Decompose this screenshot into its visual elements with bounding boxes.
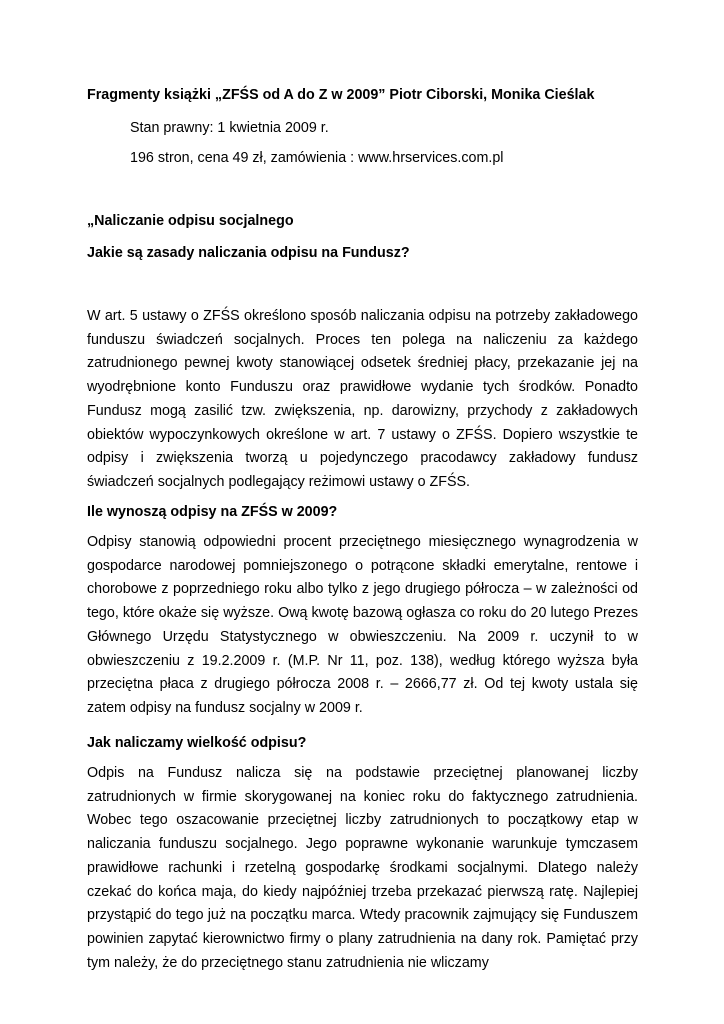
paragraph-zasady-naliczania: W art. 5 ustawy o ZFŚS określono sposób naliczania odpisu na potrzeby zakładowego funduszu świadczeń socjalnych. Proces ten polega na naliczeniu za każdego zatrudnionego pewnej kwoty stanowiącej odsetek średniej płacy, przekazanie jej na wyodrębnione konto Funduszu oraz prawidłowe wydanie tych środków. Ponadto Fundusz mogą zasilić tzw. zwiększenia, np. darowizny, przychody z zakładowych obiektów wypoczynkowych określone w art. 7 ustawy o ZFŚS. Dopiero wszystkie te odpisy i zwiększenia tworzą u pojedynczego pracodawcy zakładowy fundusz świadczeń socjalnych podlegający reżimowi ustawy o ZFŚS. [87,308,638,490]
heading-jak-naliczamy: Jak naliczamy wielkość odpisu? [87,735,307,751]
heading-zasady-naliczania: Jakie są zasady naliczania odpisu na Fundusz? [87,245,410,261]
paragraph-ile-wynosza-odpisy: Odpisy stanowią odpowiedni procent przeciętnego miesięcznego wynagrodzenia w gospodarce narodowej pomniejszonego o potrącone składki emerytalne, rentowe i chorobowe z poprzedniego roku albo tylko z jego drugiego półrocza – w zależności od tego, które okaże się wyższe. Ową kwotę bazową ogłasza co roku do 20 lutego Prezes Głównego Urzędu Statystycznego w obwieszczeniu. Na 2009 r. uczynił to w obwieszczeniu z 19.2.2009 r. (M.P. Nr 11, poz. 138), według którego wyższa była przeciętna płaca z drugiego półrocza 2008 r. – 2666,77 zł. Od tej kwoty ustala się zatem odpisy na fundusz socjalny w 2009 r. [87,534,638,716]
paragraph-jak-naliczamy: Odpis na Fundusz nalicza się na podstawie przeciętnej planowanej liczby zatrudnionych w firmie skorygowanej na koniec roku do faktycznego zatrudnienia. Wobec tego oszacowanie przeciętnej liczby zatrudnionych to początkowy etap w naliczania funduszu socjalnego. Jego poprawne wykonanie warunkuje tymczasem prawidłowe rachunki i rzetelną gospodarkę środkami socjalnymi. Dlatego należy czekać do końca maja, do kiedy najpóźniej trzeba przekazać pierwszą ratę. Najlepiej przystąpić do tego już na początku marca. Wtedy pracownik zajmujący się Funduszem powinien zapytać kierownictwo firmy o plany zatrudnienia na dany rok. Pamiętać przy tym należy, że do przeciętnego stanu zatrudnienia nie wliczamy [87,765,638,971]
heading-ile-wynosza-odpisy: Ile wynoszą odpisy na ZFŚS w 2009? [87,504,338,520]
book-title: Fragmenty książki „ZFŚS od A do Z w 2009” Piotr Ciborski, Monika Cieślak [87,87,595,103]
section-title: „Naliczanie odpisu socjalnego [87,213,294,229]
pages-price-info: 196 stron, cena 49 zł, zamówienia : www.hrservices.com.pl [130,150,504,166]
legal-status: Stan prawny: 1 kwietnia 2009 r. [130,120,329,136]
